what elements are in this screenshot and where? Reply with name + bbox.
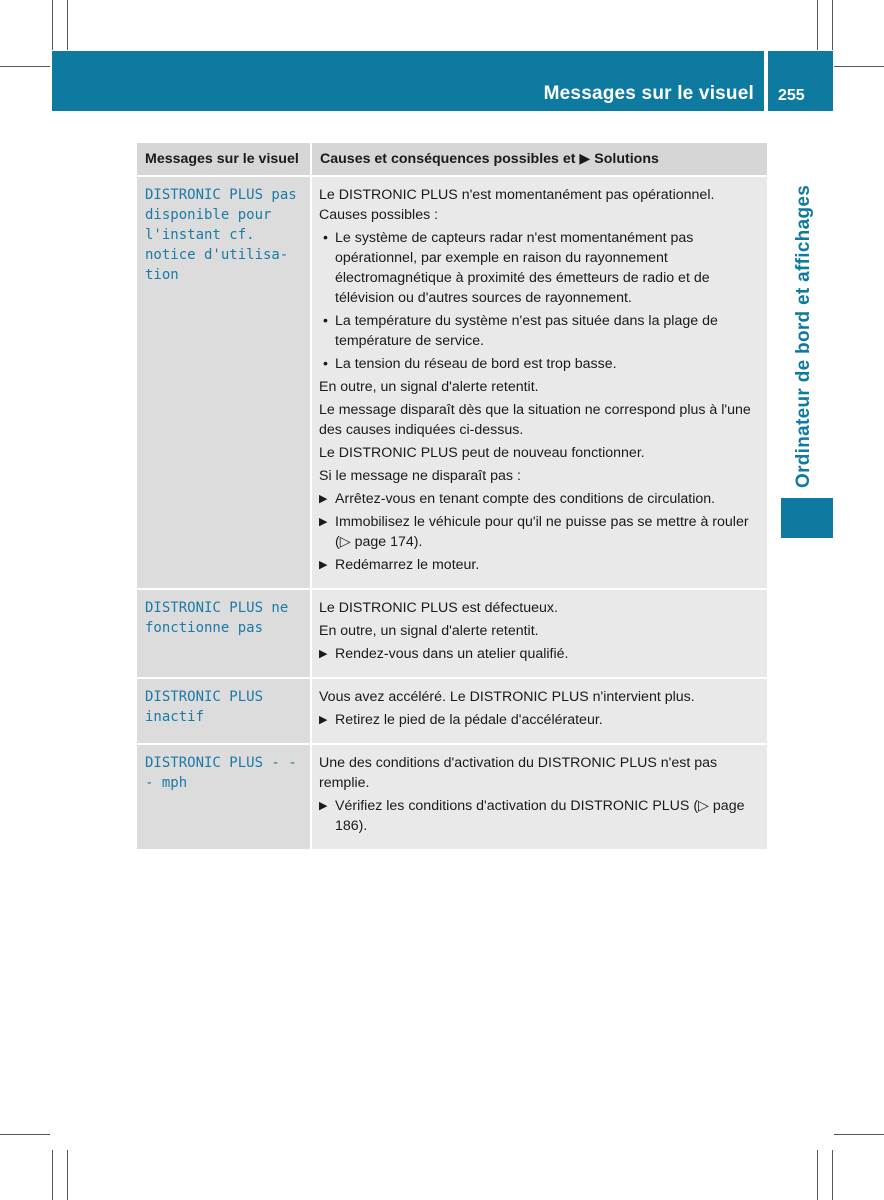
cause-bullet-text: La tension du réseau de bord est trop basse.: [335, 356, 617, 372]
solution-step-text: Vérifiez les conditions d'activation du DISTRONIC PLUS (▷ page 186).: [335, 798, 745, 834]
solution-step-text: Arrêtez-vous en tenant compte des conditions de circulation.: [335, 491, 716, 507]
cause-bullet-text: Le système de capteurs radar n'est momentanément pas opérationnel, par exemple en raison du rayonnement électromagnétique à proximité des émetteurs de radio et de télévision ou d'autres sources de rayonnement.: [335, 230, 710, 306]
arrow-right-icon: ▶: [319, 800, 328, 812]
page-number: 255: [778, 87, 805, 104]
table-row: [137, 744, 767, 849]
paragraph: Si le message ne disparaît pas :: [319, 468, 521, 484]
display-message: DISTRONIC PLUS - - - mph: [137, 744, 311, 849]
solution-step-text: Immobilisez le véhicule pour qu'il ne puisse pas se mettre à rouler (▷ page 174).: [335, 514, 749, 550]
table-row: [137, 589, 767, 678]
column-header-causes: Causes et conséquences possibles et ▶ Solutions: [311, 143, 767, 176]
solution-step-text: Retirez le pied de la pédale d'accélérateur.: [335, 712, 603, 728]
crop-mark: [832, 1150, 833, 1200]
paragraph: En outre, un signal d'alerte retentit.: [319, 623, 539, 639]
causes-solutions: [311, 589, 767, 678]
section-tab-marker: [781, 498, 833, 538]
arrow-right-icon: ▶: [319, 493, 328, 505]
causes-solutions: [311, 678, 767, 744]
bullet-icon: •: [323, 313, 328, 329]
paragraph: Le DISTRONIC PLUS peut de nouveau fonctionner.: [319, 445, 645, 461]
arrow-right-icon: ▶: [319, 648, 328, 660]
paragraph: Une des conditions d'activation du DISTRONIC PLUS n'est pas remplie.: [319, 755, 718, 791]
solution-step: [319, 644, 759, 664]
crop-mark: [67, 0, 68, 50]
cause-bullet: [319, 228, 759, 308]
arrow-right-icon: ▶: [319, 714, 328, 726]
solution-step: [319, 710, 759, 730]
solution-step-text: Rendez-vous dans un atelier qualifié.: [335, 646, 569, 662]
bullet-icon: •: [323, 230, 328, 246]
bullet-icon: •: [323, 356, 328, 372]
crop-mark: [0, 66, 50, 67]
solution-step-text: Redémarrez le moteur.: [335, 557, 480, 573]
paragraph: Vous avez accéléré. Le DISTRONIC PLUS n'intervient plus.: [319, 689, 695, 705]
table-header-row: [137, 143, 767, 176]
crop-mark: [52, 0, 53, 50]
crop-mark: [817, 1150, 818, 1200]
paragraph: Le DISTRONIC PLUS est défectueux.: [319, 600, 558, 616]
solution-step: [319, 796, 759, 836]
solution-step: [319, 555, 759, 575]
causes-solutions: [311, 176, 767, 589]
column-header-message: Messages sur le visuel: [137, 143, 311, 176]
cause-bullet-text: La température du système n'est pas située dans la plage de température de service.: [335, 313, 718, 349]
header-bar: [52, 51, 764, 111]
paragraph: Le message disparaît dès que la situation ne correspond plus à l'une des causes indiquées ci-dessus.: [319, 402, 751, 438]
crop-mark: [52, 1150, 53, 1200]
page-title: Messages sur le visuel: [543, 83, 754, 104]
display-message: DISTRONIC PLUS pas disponible pour l'instant cf. notice d'utilisa-tion: [137, 176, 311, 589]
crop-mark: [834, 1134, 884, 1135]
solution-step: [319, 489, 759, 509]
section-title: Ordinateur de bord et affichages: [793, 184, 814, 488]
table-row: [137, 678, 767, 744]
causes-solutions: [311, 744, 767, 849]
crop-mark: [834, 66, 884, 67]
crop-mark: [832, 0, 833, 50]
crop-mark: [67, 1150, 68, 1200]
display-message: DISTRONIC PLUS inactif: [137, 678, 311, 744]
messages-table: [137, 143, 767, 849]
cause-bullet: [319, 354, 759, 374]
arrow-right-icon: ▶: [319, 516, 328, 528]
display-message: DISTRONIC PLUS ne fonctionne pas: [137, 589, 311, 678]
paragraph: En outre, un signal d'alerte retentit.: [319, 379, 539, 395]
cause-bullet: [319, 311, 759, 351]
crop-mark: [817, 0, 818, 50]
arrow-right-icon: ▶: [319, 559, 328, 571]
solution-step: [319, 512, 759, 552]
page-number-box: [768, 51, 833, 111]
crop-mark: [0, 1134, 50, 1135]
paragraph: Le DISTRONIC PLUS n'est momentanément pas opérationnel. Causes possibles :: [319, 187, 715, 223]
table-row: [137, 176, 767, 589]
